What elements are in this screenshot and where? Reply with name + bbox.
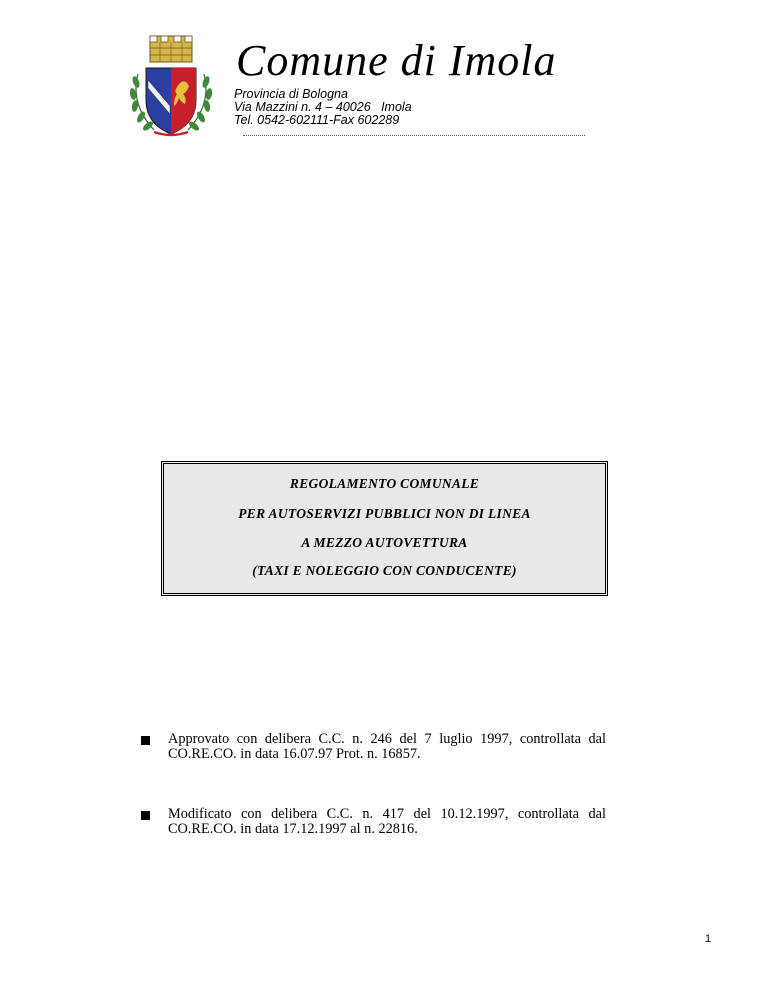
province-line: Provincia di Bologna bbox=[234, 87, 348, 101]
title-line: REGOLAMENTO COMUNALE bbox=[289, 476, 480, 491]
title-line: (TAXI E NOLEGGIO CON CONDUCENTE) bbox=[252, 563, 517, 578]
square-bullet-icon bbox=[141, 736, 150, 745]
square-bullet-icon bbox=[141, 811, 150, 820]
title-line: PER AUTOSERVIZI PUBBLICI NON DI LINEA bbox=[238, 506, 531, 521]
crown bbox=[150, 36, 192, 62]
address-line: Via Mazzini n. 4 – 40026 Imola bbox=[234, 100, 412, 114]
municipal-coat-of-arms-icon bbox=[124, 34, 218, 140]
shield bbox=[146, 68, 196, 134]
page-number: 1 bbox=[705, 933, 712, 945]
municipality-title: Comune di Imola bbox=[236, 36, 557, 85]
note-text: Modificato con delibera C.C. n. 417 del 10.12.1997, controllata dal CO.RE.CO. in data 17.12.1997 al n. 22816. bbox=[168, 806, 606, 837]
note-text: Approvato con delibera C.C. n. 246 del 7 luglio 1997, controllata dal CO.RE.CO. in data 16.07.97 Prot. n. 16857. bbox=[168, 731, 606, 762]
header-divider bbox=[243, 135, 585, 136]
regulation-title-box bbox=[161, 461, 608, 596]
phone-line: Tel. 0542-602111-Fax 602289 bbox=[234, 113, 400, 127]
title-line: A MEZZO AUTOVETTURA bbox=[301, 535, 468, 550]
